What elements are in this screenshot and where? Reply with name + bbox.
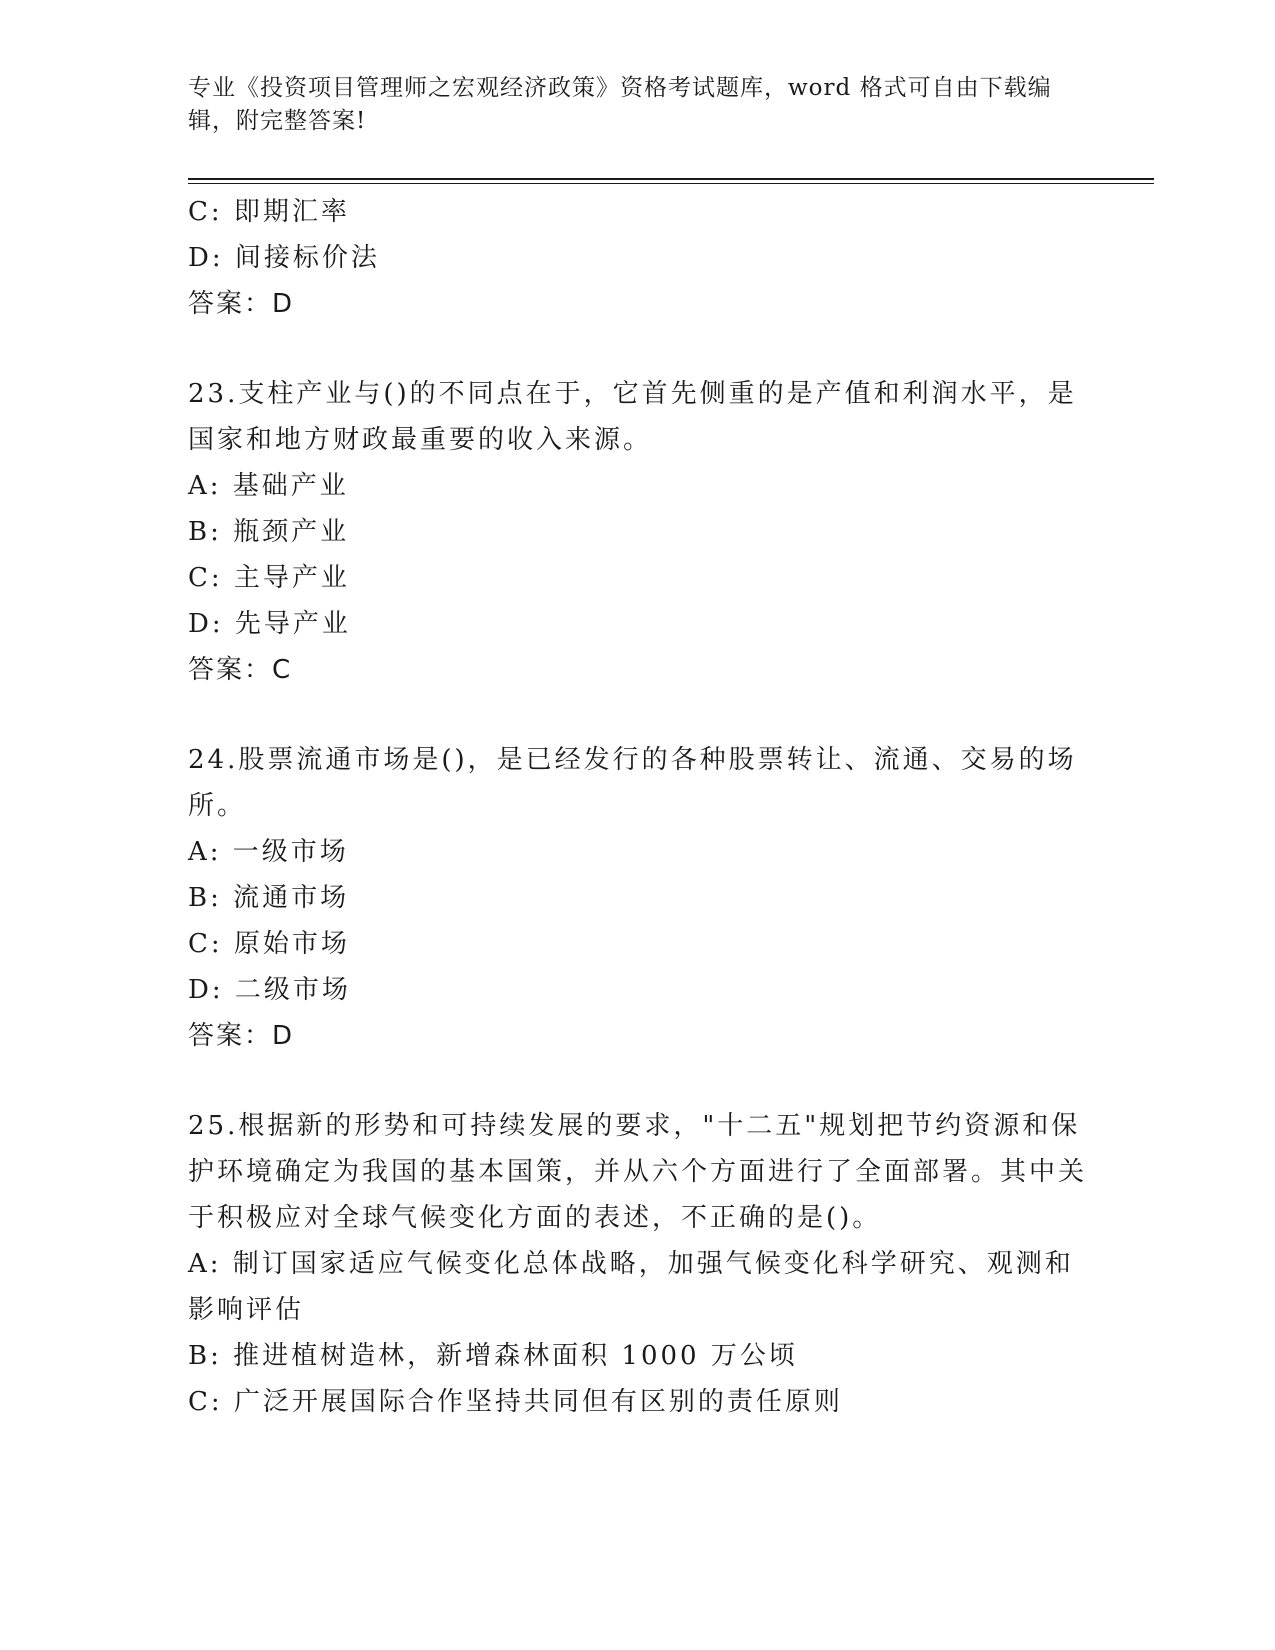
answer-line: 答案：D	[188, 1021, 295, 1051]
question-23	[188, 371, 1088, 693]
option-c: C: 即期汇率	[188, 197, 350, 227]
question-list	[188, 189, 1088, 1425]
option-b: B: 瓶颈产业	[188, 517, 350, 547]
spacer	[188, 693, 1088, 737]
question-fragment	[188, 189, 1088, 327]
option-d: D: 二级市场	[188, 975, 351, 1005]
answer-line: 答案：C	[188, 655, 293, 685]
option-b: B: 流通市场	[188, 883, 350, 913]
question-24	[188, 737, 1088, 1059]
option-b: B: 推进植树造林，新增森林面积 1000 万公顷	[188, 1341, 798, 1371]
answer-line: 答案：D	[188, 289, 295, 319]
header-rule-thin	[188, 183, 1154, 184]
option-a: A: 一级市场	[188, 837, 349, 867]
option-c: C: 广泛开展国际合作坚持共同但有区别的责任原则	[188, 1387, 843, 1417]
spacer	[188, 1059, 1088, 1103]
option-c: C: 主导产业	[188, 563, 350, 593]
spacer	[188, 327, 1088, 371]
question-text: 23.支柱产业与()的不同点在于，它首先侧重的是产值和利润水平，是国家和地方财政最重要的收入来源。	[188, 379, 1077, 455]
header-rule-thick	[188, 178, 1154, 180]
option-d: D: 间接标价法	[188, 243, 380, 273]
question-text: 25.根据新的形势和可持续发展的要求，"十二五"规划把节约资源和保护环境确定为我国的基本国策，并从六个方面进行了全面部署。其中关于积极应对全球气候变化方面的表述，不正确的是()。	[188, 1111, 1088, 1233]
option-c: C: 原始市场	[188, 929, 350, 959]
question-25	[188, 1103, 1088, 1425]
page-header: 专业《投资项目管理师之宏观经济政策》资格考试题库，word 格式可自由下载编辑，附完整答案!	[188, 75, 1052, 134]
option-d: D: 先导产业	[188, 609, 351, 639]
option-a: A: 基础产业	[188, 471, 349, 501]
question-text: 24.股票流通市场是()，是已经发行的各种股票转让、流通、交易的场所。	[188, 745, 1077, 821]
option-a: A: 制订国家适应气候变化总体战略，加强气候变化科学研究、观测和影响评估	[188, 1249, 1074, 1325]
